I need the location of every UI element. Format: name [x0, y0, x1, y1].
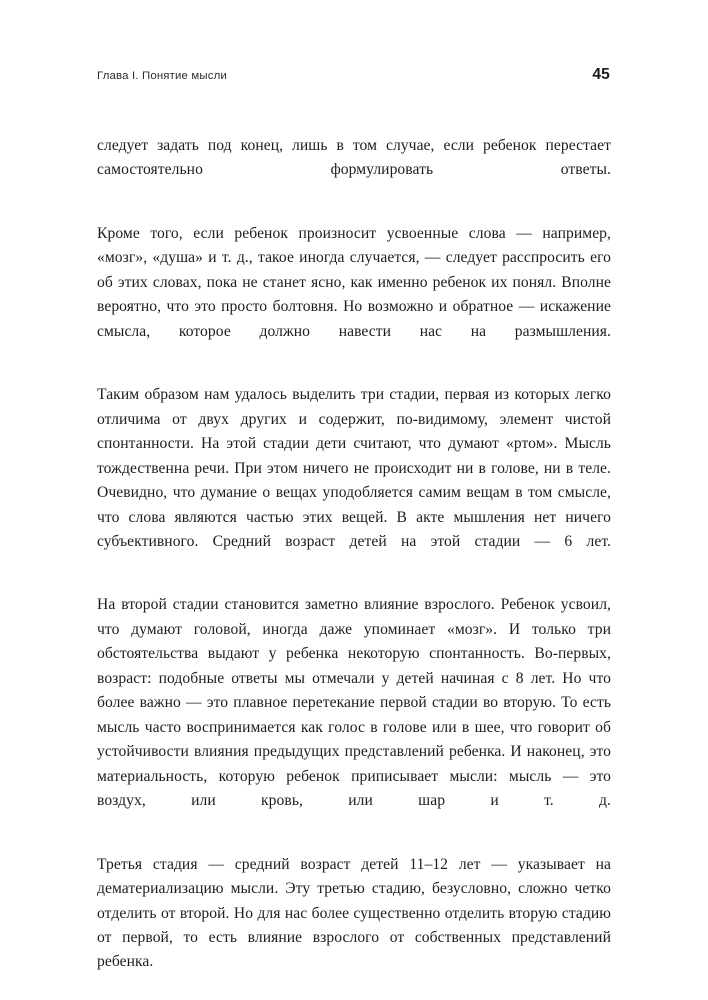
paragraph: Таким образом нам удалось выделить три стадии, первая из которых легко отличима от двух других и содержит, по-видимому, элемент чистой спонтанности. На этой стадии дети считают, что думают «ртом». Мысль тождественна речи. При этом ничего не происходит ни в голове, ни в теле. Очевидно, что думание о вещах уподобляется самим вещам в том смысле, что слова являются частью этих вещей. В акте мышления нет ничего субъективного. Средний возраст детей на этой стадии — 6 лет. — [97, 386, 611, 550]
page-number: 45 — [592, 66, 610, 83]
body-text-block — [97, 134, 611, 999]
paragraph: Кроме того, если ребенок произносит усвоенные слова — например, «мозг», «душа» и т. д., такое иногда случается, — следует расспросить его об этих словах, пока не станет ясно, как именно ребенок их понял. Вполне вероятно, что это просто болтовня. Но возможно и обратное — искажение смысла, которое должно навести нас на размышления. — [97, 224, 611, 340]
paragraph: следует задать под конец, лишь в том случае, если ребенок перестает самостоятельно формулировать ответы. — [97, 137, 611, 179]
running-head — [97, 66, 610, 88]
paragraph: На второй стадии становится заметно влияние взрослого. Ребенок усвоил, что думают головой, иногда даже упоминает «мозг». И только три обстоятельства выдают у ребенка некоторую спонтанность. Во-первых, возраст: подобные ответы мы отмечали у детей начиная с 8 лет. Но что более важно — это плавное перетекание первой стадии во вторую. То есть мысль часто воспринимается как голос в голове или в шее, что говорит об устойчивости влияния предыдущих представлений ребенка. И наконец, это материальность, которую ребенок приписывает мысли: мысль — это воздух, или кровь, или шар и т. д. — [97, 596, 611, 810]
chapter-title: Глава I. Понятие мысли — [97, 70, 227, 82]
paragraph: Третья стадия — средний возраст детей 11–12 лет — указывает на дематериализацию мысли. Эту третью стадию, безусловно, сложно четко отделить от второй. Но для нас более существенно отделить вторую стадию от первой, то есть влияние взрослого от собственных представлений ребенка. — [97, 855, 611, 971]
